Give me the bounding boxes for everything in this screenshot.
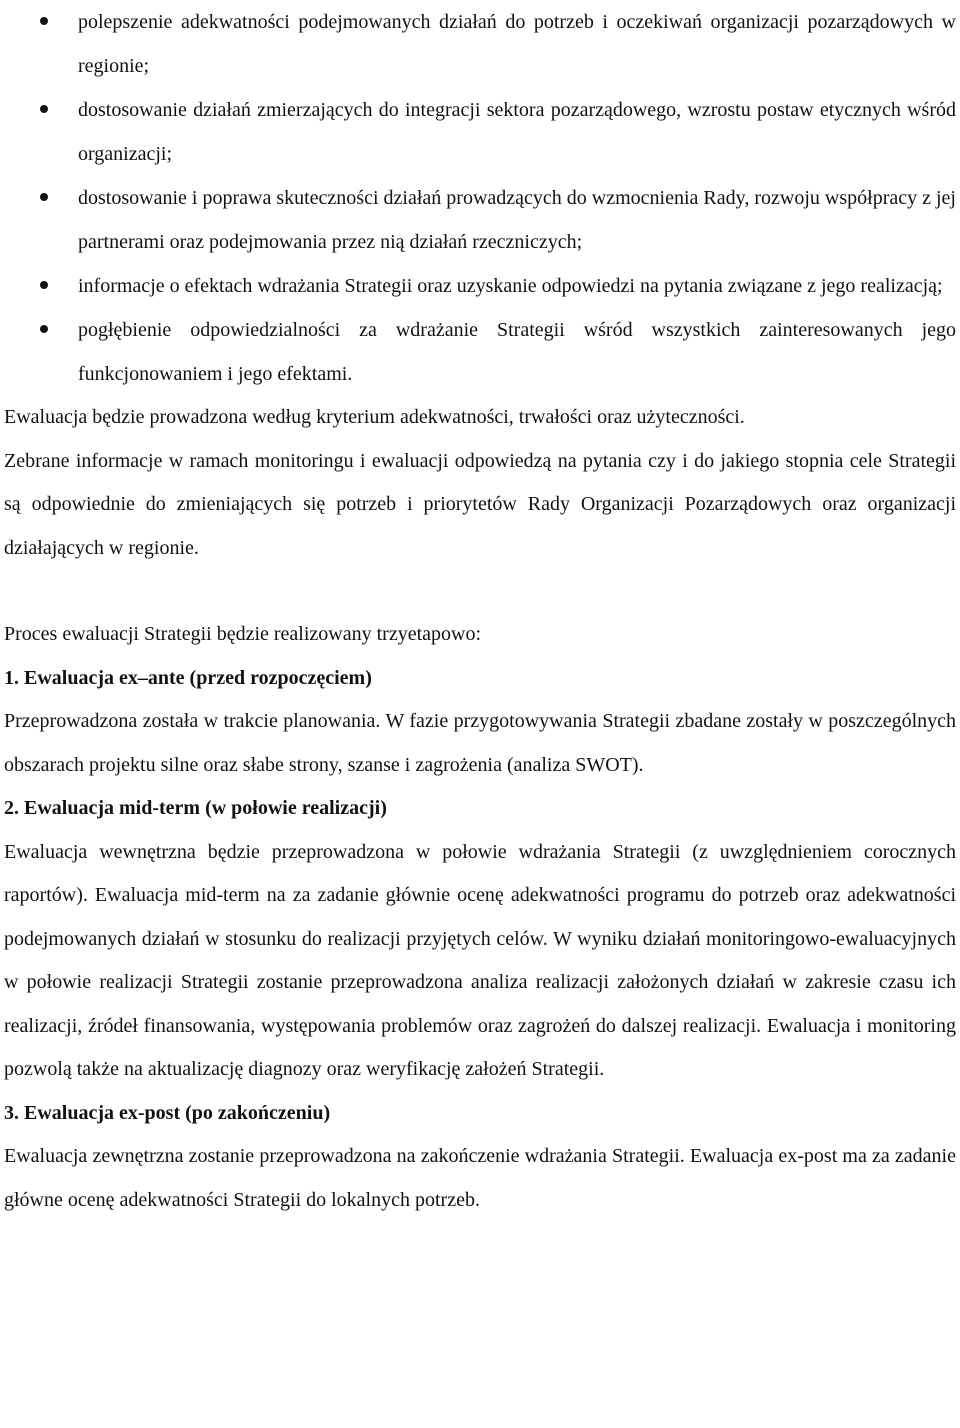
list-item-text: dostosowanie i poprawa skuteczności działań prowadzących do wzmocnienia Rady, rozwoju współpracy z jej partnerami oraz podejmowania przez nią działań rzeczniczych;	[78, 187, 956, 253]
paragraph-spacer	[4, 570, 956, 613]
stage-3-text: Ewaluacja zewnętrzna zostanie przeprowadzona na zakończenie wdrażania Strategii. Ewaluacja ex-post ma za zadanie główne ocenę adekwatności Strategii do lokalnych potrzeb.	[4, 1145, 956, 1211]
bullet-icon	[40, 193, 48, 201]
process-paragraph: Proces ewaluacji Strategii będzie realizowany trzyetapowo:	[4, 623, 482, 645]
list-item-text: informacje o efektach wdrażania Strategii oraz uzyskanie odpowiedzi na pytania związane z jego realizacją;	[78, 275, 943, 297]
bullet-icon	[40, 17, 48, 25]
list-item	[4, 176, 956, 264]
stage-1-text: Przeprowadzona została w trakcie planowania. W fazie przygotowywania Strategii zbadane zostały w poszczególnych obszarach projektu silne oraz słabe strony, szanse i zagrożenia (analiza SWOT).	[4, 710, 956, 776]
bullet-icon	[40, 325, 48, 333]
document-page	[4, 0, 956, 1222]
bullet-icon	[40, 105, 48, 113]
list-item	[4, 308, 956, 396]
bullet-icon	[40, 281, 48, 289]
objectives-list	[4, 0, 956, 396]
list-item	[4, 0, 956, 88]
list-item	[4, 88, 956, 176]
stage-3-heading: 3. Ewaluacja ex-post (po zakończeniu)	[4, 1101, 331, 1124]
stage-2-heading: 2. Ewaluacja mid-term (w połowie realizacji)	[4, 797, 387, 819]
list-item-text: pogłębienie odpowiedzialności za wdrażanie Strategii wśród wszystkich zainteresowanych jego funkcjonowaniem i jego efektami.	[78, 319, 956, 385]
list-item	[4, 264, 956, 308]
list-item-text: dostosowanie działań zmierzających do integracji sektora pozarządowego, wzrostu postaw etycznych wśród organizacji;	[78, 99, 956, 165]
collected-info-paragraph: Zebrane informacje w ramach monitoringu i ewaluacji odpowiedzą na pytania czy i do jakiego stopnia cele Strategii są odpowiednie do zmieniających się potrzeb i priorytetów Rady Organizacji Pozarządowych oraz organizacji działających w regionie.	[4, 449, 956, 559]
list-item-text: polepszenie adekwatności podejmowanych działań do potrzeb i oczekiwań organizacji pozarządowych w regionie;	[78, 11, 956, 77]
stage-1-heading: 1. Ewaluacja ex–ante (przed rozpoczęciem)	[4, 666, 372, 689]
criteria-paragraph: Ewaluacja będzie prowadzona według kryterium adekwatności, trwałości oraz użyteczności.	[4, 406, 745, 428]
stage-2-text: Ewaluacja wewnętrzna będzie przeprowadzona w połowie wdrażania Strategii (z uwzględnieniem corocznych raportów). Ewaluacja mid-term na za zadanie głównie ocenę adekwatności programu do potrzeb oraz adekwatności podejmowanych działań w stosunku do realizacji przyjętych celów. W wyniku działań monitoringowo-ewaluacyjnych w połowie realizacji Strategii zostanie przeprowadzona analiza realizacji założonych działań w zakresie czasu ich realizacji, źródeł finansowania, występowania problemów oraz zagrożeń do dalszej realizacji. Ewaluacja i monitoring pozwolą także na aktualizację diagnozy oraz weryfikację założeń Strategii.	[4, 840, 956, 1080]
